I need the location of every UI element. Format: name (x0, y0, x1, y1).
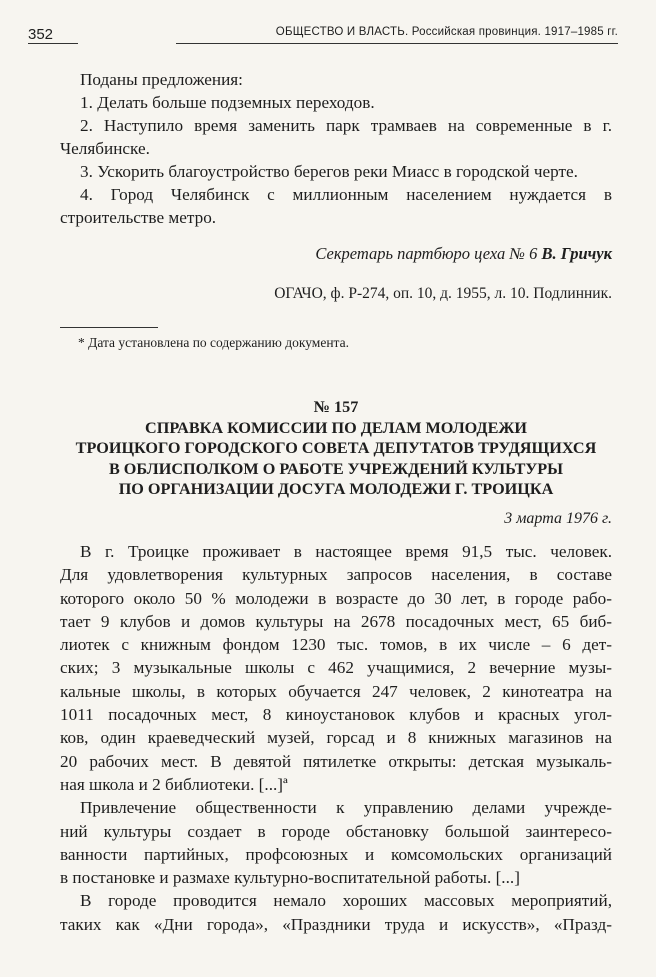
body-line: таких как «Дни города», «Праздники труда и искусств», «Празд- (60, 914, 612, 934)
body-line: Привлечение общественности к управлению делами учрежде- (80, 798, 612, 818)
body-line: В городе проводится немало хороших массовых мероприятий, (80, 891, 612, 911)
running-title: ОБЩЕСТВО И ВЛАСТЬ. Российская провинция. 1917–1985 гг. (275, 26, 618, 38)
body-line: в постановке и размахе культурно-воспитательной работы. [...] (60, 868, 520, 888)
archive-reference: ОГАЧО, ф. Р-274, оп. 10, д. 1955, л. 10. Подлинник. (274, 285, 612, 302)
body-line: тает 9 клубов и домов культуры на 2678 посадочных мест, 65 биб- (60, 611, 612, 631)
proposal-item: 1. Делать больше подземных переходов. (80, 93, 375, 112)
body-line: 20 рабочих мест. В девятой пятилетке открыты: детская музыкаль- (60, 751, 612, 771)
signature-role: Секретарь партбюро цеха № 6 (315, 244, 538, 263)
body-line: ков, один краеведческий музей, горсад и 8 книжных магазинов на (60, 728, 612, 748)
signature (315, 244, 612, 264)
document-title-line: В ОБЛИСПОЛКОМ О РАБОТЕ УЧРЕЖДЕНИЙ КУЛЬТУРЫ (108, 459, 564, 478)
document-body (60, 540, 612, 936)
body-line: 1011 посадочных мест, 8 киноустановок клубов и красных угол- (60, 705, 612, 725)
body-line: лиотек с книжным фондом 1230 тыс. томов, в их числе – 6 дет- (60, 635, 612, 655)
page-number: 352 (28, 26, 54, 43)
body-line: ских; 3 музыкальные школы с 462 учащимися, 2 вечерние музы- (60, 658, 612, 678)
running-header (28, 22, 618, 44)
body-line: которого около 50 % молодежи в возрасте до 30 лет, в городе рабо- (60, 588, 612, 608)
document-heading (60, 397, 612, 500)
proposals-block (60, 68, 612, 229)
document-date: 3 марта 1976 г. (504, 510, 612, 527)
body-line: Для удовлетворения культурных запросов населения, в составе (60, 565, 612, 585)
body-line: ванности партийных, профсоюзных и комсомольских организаций (60, 844, 612, 864)
document-title-line: ПО ОРГАНИЗАЦИИ ДОСУГА МОЛОДЕЖИ Г. ТРОИЦКА (118, 480, 554, 498)
document-title-line: ТРОИЦКОГО ГОРОДСКОГО СОВЕТА ДЕПУТАТОВ ТРУДЯЩИХСЯ (75, 439, 597, 457)
body-line: ний культуры создает в городе обстановку большой заинтересо- (60, 821, 612, 841)
proposals-intro: Поданы предложения: (80, 70, 243, 89)
proposal-item: 2. Наступило время заменить парк трамваев на современные в г. Челябинске. (60, 116, 612, 158)
document-number: № 157 (313, 398, 359, 416)
document-title-line: СПРАВКА КОМИССИИ ПО ДЕЛАМ МОЛОДЕЖИ (145, 418, 527, 437)
header-rule-left (28, 43, 78, 44)
body-line: В г. Троицке проживает в настоящее время 91,5 тыс. человек. (80, 542, 612, 561)
proposal-item: 3. Ускорить благоустройство берегов реки Миасс в городской черте. (80, 162, 578, 181)
body-line: ная школа и 2 библиотеки. [...]ª (60, 774, 288, 794)
header-rule-right (176, 43, 618, 44)
proposal-item: 4. Город Челябинск с миллионным населением нуждается в строительстве метро. (60, 185, 612, 227)
footnote-rule (60, 327, 158, 328)
signature-name: В. Гричук (541, 244, 612, 263)
footnote: * Дата установлена по содержанию документа. (78, 335, 349, 350)
body-line: кальные школы, в которых обучается 247 человек, 2 кинотеатра на (60, 681, 612, 701)
